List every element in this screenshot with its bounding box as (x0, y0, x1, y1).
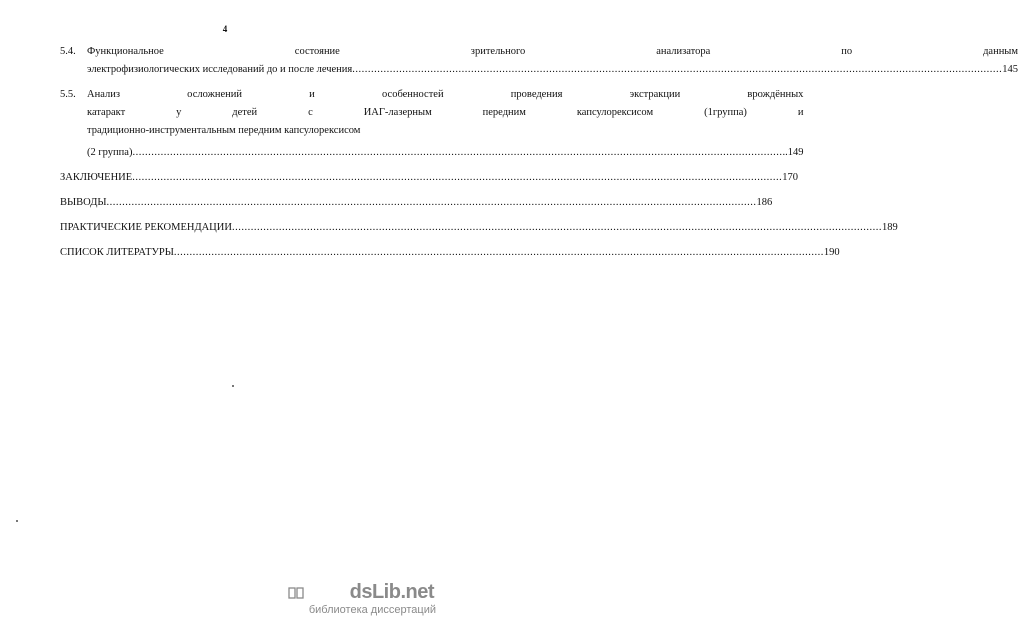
toc-entry-leader-line (87, 144, 803, 162)
toc-entry-number: 5.5. (60, 89, 76, 100)
toc-page-number: 170 (782, 172, 798, 183)
dot-leader (107, 194, 757, 212)
watermark-logo: dsLib.net (349, 581, 434, 603)
toc-entry-text-line: Анализ осложнений и особенностей проведения экстракции врождённых (87, 89, 804, 100)
toc-entry-leader-line (87, 61, 1018, 79)
toc-entry-5-5 (60, 86, 804, 162)
toc-entry-text-line: электрофизиологических исследований до и после лечения (87, 64, 353, 75)
dot-leader (352, 61, 1002, 79)
dot-leader (132, 169, 782, 187)
toc-entry-title: ПРАКТИЧЕСКИЕ РЕКОМЕНДАЦИИ (60, 222, 232, 233)
toc-entry-recommendations (60, 219, 898, 237)
scan-speck (232, 385, 234, 387)
watermark-subtitle: библиотека диссертаций (308, 604, 436, 616)
dot-leader (232, 219, 882, 237)
dot-leader (174, 244, 824, 262)
toc-page-number: 189 (881, 222, 898, 233)
dot-leader (132, 144, 782, 162)
page-number: 4 (222, 24, 228, 34)
toc-entry-text-line: (2 группа) (87, 147, 133, 158)
toc-entry-references (60, 244, 840, 262)
book-icon (288, 585, 304, 601)
scan-speck (16, 520, 18, 522)
toc-entry-text-line: Функциональное состояние зрительного анализатора по данным (87, 46, 1018, 57)
toc-page-number: 145 (1002, 64, 1018, 75)
toc-entry-text-line: катаракт у детей с ИАГ-лазерным передним капсулорексисом (1группа) и (87, 107, 804, 118)
toc-entry-text-line: традиционно-инструментальным передним капсулорексисом (87, 125, 361, 136)
toc-page-number: 186 (756, 197, 773, 208)
toc-entry-title: ВЫВОДЫ (60, 197, 107, 208)
toc-entry-title: СПИСОК ЛИТЕРАТУРЫ (60, 247, 174, 258)
toc-entry-5-4 (60, 43, 1018, 79)
toc-page-number: ..149 (782, 147, 804, 158)
watermark (280, 581, 440, 621)
table-of-contents (60, 43, 1018, 262)
toc-entry-findings (60, 194, 773, 212)
toc-entry-title: ЗАКЛЮЧЕНИЕ (60, 172, 133, 183)
toc-entry-number: 5.4. (60, 46, 76, 57)
toc-entry-conclusion (60, 169, 798, 187)
toc-page-number: 190 (823, 247, 840, 258)
